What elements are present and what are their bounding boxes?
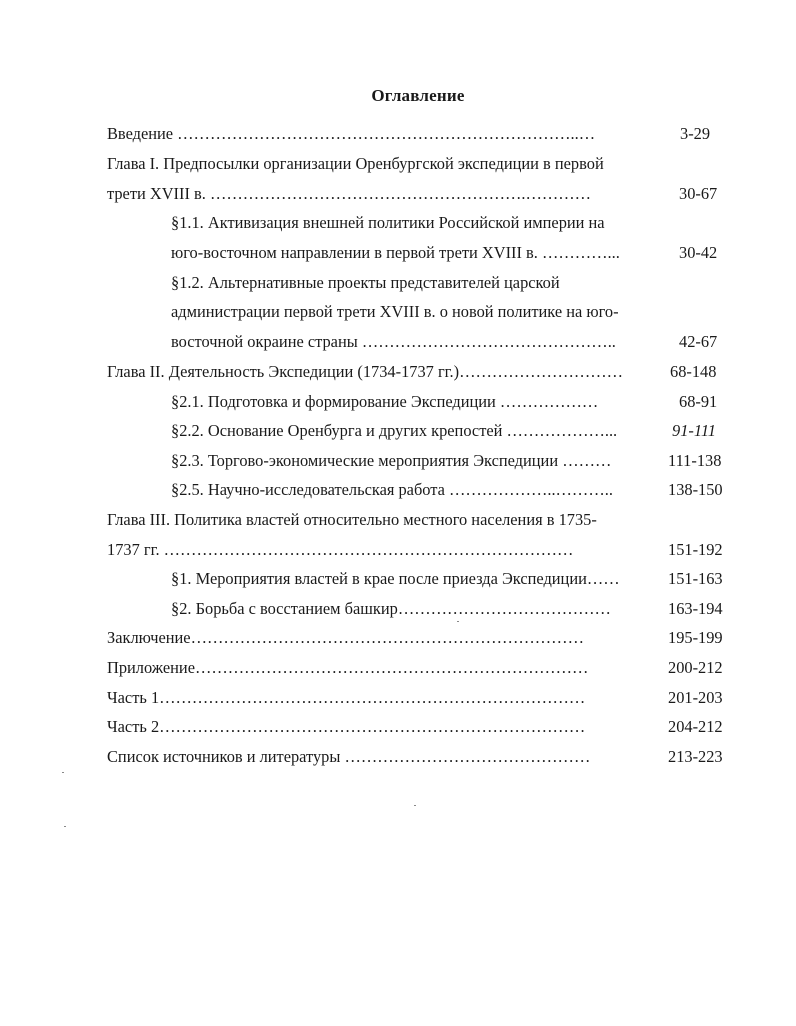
toc-entry-chapter-3-line-2: 1737 гг. …………………………………………………………………: [107, 540, 574, 559]
toc-entry-section-1-2-line-2: администрации первой трети XVIII в. о новой политике на юго-: [171, 302, 619, 321]
page-title: Оглавление: [371, 86, 465, 105]
toc-page-introduction: 3-29: [680, 124, 711, 143]
toc-entry-section-1-1-line-2: юго-восточном направлении в первой трети XVIII в. …………...: [171, 243, 620, 262]
toc-entry-section-2-2: §2.2. Основание Оренбурга и других крепостей ………………...: [171, 421, 618, 440]
toc-entry-chapter-1-line-1: Глава I. Предпосылки организации Оренбургской экспедиции в первой: [107, 154, 604, 173]
toc-page-chapter-2: 68-148: [670, 362, 717, 381]
toc-entry-appendix: Приложение………………………………………………………………: [107, 658, 589, 677]
toc-entry-section-2-1: §2.1. Подготовка и формирование Экспедиции ………………: [171, 392, 599, 411]
toc-page-section-2-1: 68-91: [679, 392, 718, 411]
toc-entry-chapter-3-section-1: §1. Мероприятия властей в крае после приезда Экспедиции……: [171, 569, 620, 588]
toc-page-section-2-5: 138-150: [668, 480, 723, 499]
toc-entry-section-2-3: §2.3. Торгово-экономические мероприятия Экспедиции ………: [171, 451, 612, 470]
toc-page-section-1-1: 30-42: [679, 243, 718, 262]
toc-entry-part-1: Часть 1……………………………………………………………………: [107, 688, 586, 707]
toc-entry-chapter-1-line-2: трети XVIII в. ………………………………………………….…………: [107, 184, 592, 203]
toc-entry-introduction: Введение ………………………………………………………………..…: [107, 124, 596, 143]
toc-entry-bibliography: Список источников и литературы ………………………………………: [107, 747, 591, 766]
toc-page-chapter-3: 151-192: [668, 540, 723, 559]
toc-entry-section-1-2-line-3: восточной окраине страны ………………………………………..: [171, 332, 616, 351]
toc-entry-section-2-5: §2.5. Научно-исследовательская работа ………………..………..: [171, 480, 613, 499]
toc-entry-chapter-3-line-1: Глава III. Политика властей относительно местного населения в 1735-: [107, 510, 597, 529]
toc-entry-chapter-2: Глава II. Деятельность Экспедиции (1734-1737 гг.)…………………………: [107, 362, 624, 381]
scan-speck: [457, 621, 459, 622]
toc-page-section-1-2: 42-67: [679, 332, 718, 351]
toc-entry-conclusion: Заключение………………………………………………………………: [107, 628, 584, 647]
scan-speck: [414, 805, 416, 806]
scan-speck: [64, 826, 66, 827]
toc-page-chapter-1: 30-67: [679, 184, 718, 203]
toc-page-chapter-3-section-2: 163-194: [668, 599, 723, 618]
scan-speck: [62, 772, 64, 773]
toc-entry-section-1-2-line-1: §1.2. Альтернативные проекты представителей царской: [171, 273, 560, 292]
toc-entry-section-1-1-line-1: §1.1. Активизация внешней политики Российской империи на: [171, 213, 605, 232]
toc-page-section-2-3: 111-138: [668, 451, 722, 470]
toc-page-bibliography: 213-223: [668, 747, 723, 766]
toc-entry-part-2: Часть 2……………………………………………………………………: [107, 717, 586, 736]
toc-page-appendix: 200-212: [668, 658, 723, 677]
toc-page-chapter-3-section-1: 151-163: [668, 569, 723, 588]
toc-page-part-1: 201-203: [668, 688, 723, 707]
toc-page-part-2: 204-212: [668, 717, 723, 736]
toc-page-section-2-2: 91-111: [672, 421, 717, 440]
toc-entry-chapter-3-section-2: §2. Борьба с восстанием башкир…………………………………: [171, 599, 611, 618]
toc-page-conclusion: 195-199: [668, 628, 723, 647]
